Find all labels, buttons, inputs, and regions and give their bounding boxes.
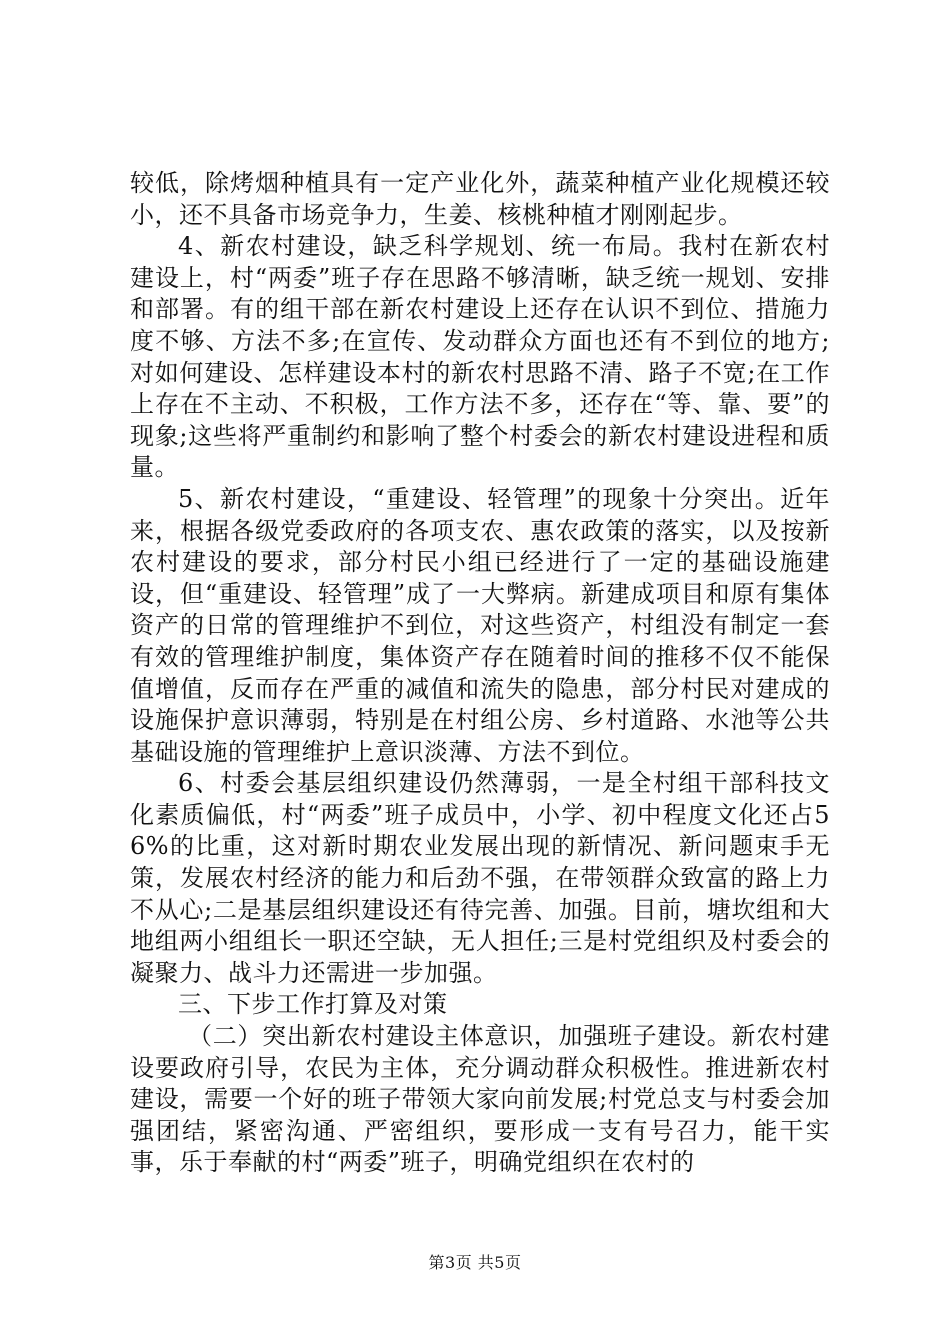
page-footer: 第3页 共5页 [428, 1253, 522, 1272]
paragraph-continuation: 较低，除烤烟种植具有一定产业化外，蔬菜种植产业化规模还较小，还不具备市场竞争力，生姜、核桃种植才刚刚起步。 [130, 169, 830, 229]
document-body [130, 168, 830, 1179]
paragraph-item-4: 4、新农村建设，缺乏科学规划、统一布局。我村在新农村建设上，村“两委”班子存在思路不够清晰，缺乏统一规划、安排和部署。有的组干部在新农村建设上还存在认识不到位、措施力度不够、方法不多;在宣传、发动群众方面也还有不到位的地方;对如何建设、怎样建设本村的新农村思路不清、路子不宽;在工作上存在不主动、不积极，工作方法不多，还存在“等、靠、要”的现象;这些将严重制约和影响了整个村委会的新农村建设进程和质量。 [130, 232, 830, 482]
section-heading-3: 三、下步工作打算及对策 [178, 990, 448, 1019]
paragraph-item-6: 6、村委会基层组织建设仍然薄弱，一是全村组干部科技文化素质偏低，村“两委”班子成员中，小学、初中程度文化还占56%的比重，这对新时期农业发展出现的新情况、新问题束手无策，发展农村经济的能力和后劲不强，在带领群众致富的路上力不从心;二是基层组织建设还有待完善、加强。目前，塘坎组和大地组两小组组长一职还空缺，无人担任;三是村党组织及村委会的凝聚力、战斗力还需进一步加强。 [130, 769, 830, 987]
paragraph-item-5: 5、新农村建设，“重建设、轻管理”的现象十分突出。近年来，根据各级党委政府的各项支农、惠农政策的落实，以及按新农村建设的要求，部分村民小组已经进行了一定的基础设施建设，但“重建设、轻管理”成了一大弊病。新建成项目和原有集体资产的日常的管理维护不到位，对这些资产，村组没有制定一套有效的管理维护制度，集体资产存在随着时间的推移不仅不能保值增值，反而存在严重的减值和流失的隐患，部分村民对建成的设施保护意识薄弱，特别是在村组公房、乡村道路、水池等公共基础设施的管理维护上意识淡薄、方法不到位。 [130, 484, 830, 766]
paragraph-subsection-2: （二）突出新农村建设主体意识，加强班子建设。新农村建设要政府引导，农民为主体，充分调动群众积极性。推进新农村建设，需要一个好的班子带领大家向前发展;村党总支与村委会加强团结，紧密沟通、严密组织，要形成一支有号召力，能干实事，乐于奉献的村“两委”班子，明确党组织在农村的 [130, 1022, 830, 1177]
